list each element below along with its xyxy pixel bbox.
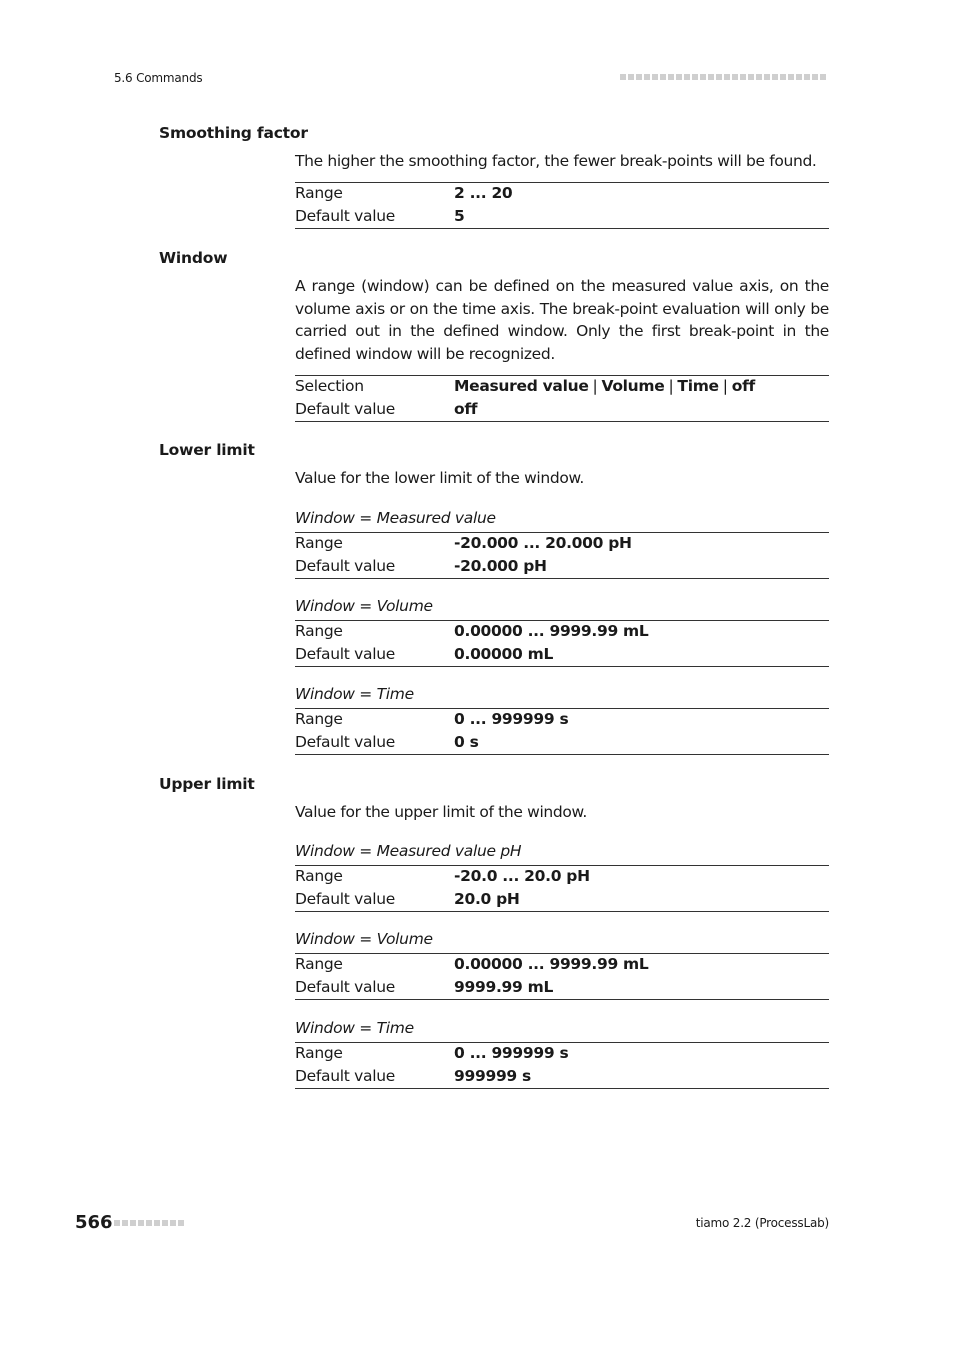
upper-caption-measured-value: Window = Measured value pH <box>295 842 522 860</box>
option-separator: | <box>668 377 674 395</box>
table-row <box>295 556 829 579</box>
option-separator: | <box>592 377 598 395</box>
row-value: 2 ... 20 <box>454 184 513 202</box>
row-value: -20.000 pH <box>454 556 547 575</box>
table-row <box>295 399 829 422</box>
option-separator: | <box>722 377 728 395</box>
row-value: 0.00000 ... 9999.99 mL <box>454 622 649 640</box>
row-value: off <box>454 399 478 418</box>
row-key: Default value <box>295 977 395 996</box>
table-row <box>295 1043 829 1066</box>
upper-caption-volume: Window = Volume <box>295 930 433 948</box>
lower-table-volume <box>295 620 829 667</box>
lower-caption-measured-value: Window = Measured value <box>295 509 496 527</box>
row-value: 0 s <box>454 732 479 751</box>
lower-caption-volume: Window = Volume <box>295 597 433 615</box>
window-table <box>295 375 829 422</box>
footer-product-name: tiamo 2.2 (ProcessLab) <box>695 1216 829 1230</box>
lower-table-time <box>295 708 829 755</box>
row-key: Default value <box>295 399 395 418</box>
window-description: A range (window) can be defined on the measured value axis, on the volume axis or on the time axis. The break-point evaluation will only be carried out in the defined window. Only the first break-point in the defined window will be recognized. <box>295 277 829 363</box>
row-value: 0 ... 999999 s <box>454 710 569 728</box>
row-key: Default value <box>295 644 395 663</box>
row-value: 0.00000 mL <box>454 644 554 663</box>
table-row <box>295 866 829 889</box>
option-volume: Volume <box>601 377 665 395</box>
row-value: -20.0 ... 20.0 pH <box>454 867 590 885</box>
table-row <box>295 621 829 644</box>
table-row <box>295 206 829 229</box>
header-decoration-squares <box>620 74 829 82</box>
table-row <box>295 183 829 206</box>
row-value: -20.000 ... 20.000 pH <box>454 534 632 552</box>
row-key: Range <box>295 955 343 973</box>
row-key: Range <box>295 184 343 202</box>
table-row <box>295 533 829 556</box>
footer-decoration-squares <box>114 1220 186 1239</box>
page-number: 566 <box>75 1212 113 1233</box>
upper-table-time <box>295 1042 829 1089</box>
option-off: off <box>731 377 755 395</box>
smoothing-factor-table <box>295 182 829 229</box>
table-row <box>295 709 829 732</box>
upper-table-measured-value <box>295 865 829 912</box>
table-row <box>295 977 829 1000</box>
row-key: Default value <box>295 732 395 751</box>
row-key: Default value <box>295 206 395 225</box>
table-row <box>295 732 829 755</box>
row-key: Range <box>295 710 343 728</box>
table-row <box>295 954 829 977</box>
smoothing-factor-description: The higher the smoothing factor, the fewer break-points will be found. <box>295 152 817 170</box>
row-value: 0 ... 999999 s <box>454 1044 569 1062</box>
lower-limit-description: Value for the lower limit of the window. <box>295 469 584 487</box>
upper-limit-title: Upper limit <box>159 775 255 793</box>
row-key: Default value <box>295 1066 395 1085</box>
row-key: Range <box>295 1044 343 1062</box>
upper-table-volume <box>295 953 829 1000</box>
row-key: Default value <box>295 556 395 575</box>
row-value: 5 <box>454 206 465 225</box>
lower-limit-title: Lower limit <box>159 441 255 459</box>
upper-caption-time: Window = Time <box>295 1019 414 1037</box>
upper-limit-description: Value for the upper limit of the window. <box>295 803 587 821</box>
table-row <box>295 1066 829 1089</box>
smoothing-factor-title: Smoothing factor <box>159 124 308 142</box>
table-row <box>295 889 829 912</box>
row-key: Selection <box>295 377 364 395</box>
running-header-section: 5.6 Commands <box>114 71 203 85</box>
window-title: Window <box>159 249 228 267</box>
row-key: Range <box>295 534 343 552</box>
lower-table-measured-value <box>295 532 829 579</box>
row-value: 999999 s <box>454 1066 531 1085</box>
selection-options <box>454 377 755 395</box>
row-value: 9999.99 mL <box>454 977 554 996</box>
row-key: Range <box>295 622 343 640</box>
option-measured-value: Measured value <box>454 377 589 395</box>
option-time: Time <box>677 377 719 395</box>
table-row <box>295 644 829 667</box>
row-value: 20.0 pH <box>454 889 520 908</box>
row-key: Default value <box>295 889 395 908</box>
row-value: 0.00000 ... 9999.99 mL <box>454 955 649 973</box>
lower-caption-time: Window = Time <box>295 685 414 703</box>
row-key: Range <box>295 867 343 885</box>
table-row <box>295 376 829 399</box>
